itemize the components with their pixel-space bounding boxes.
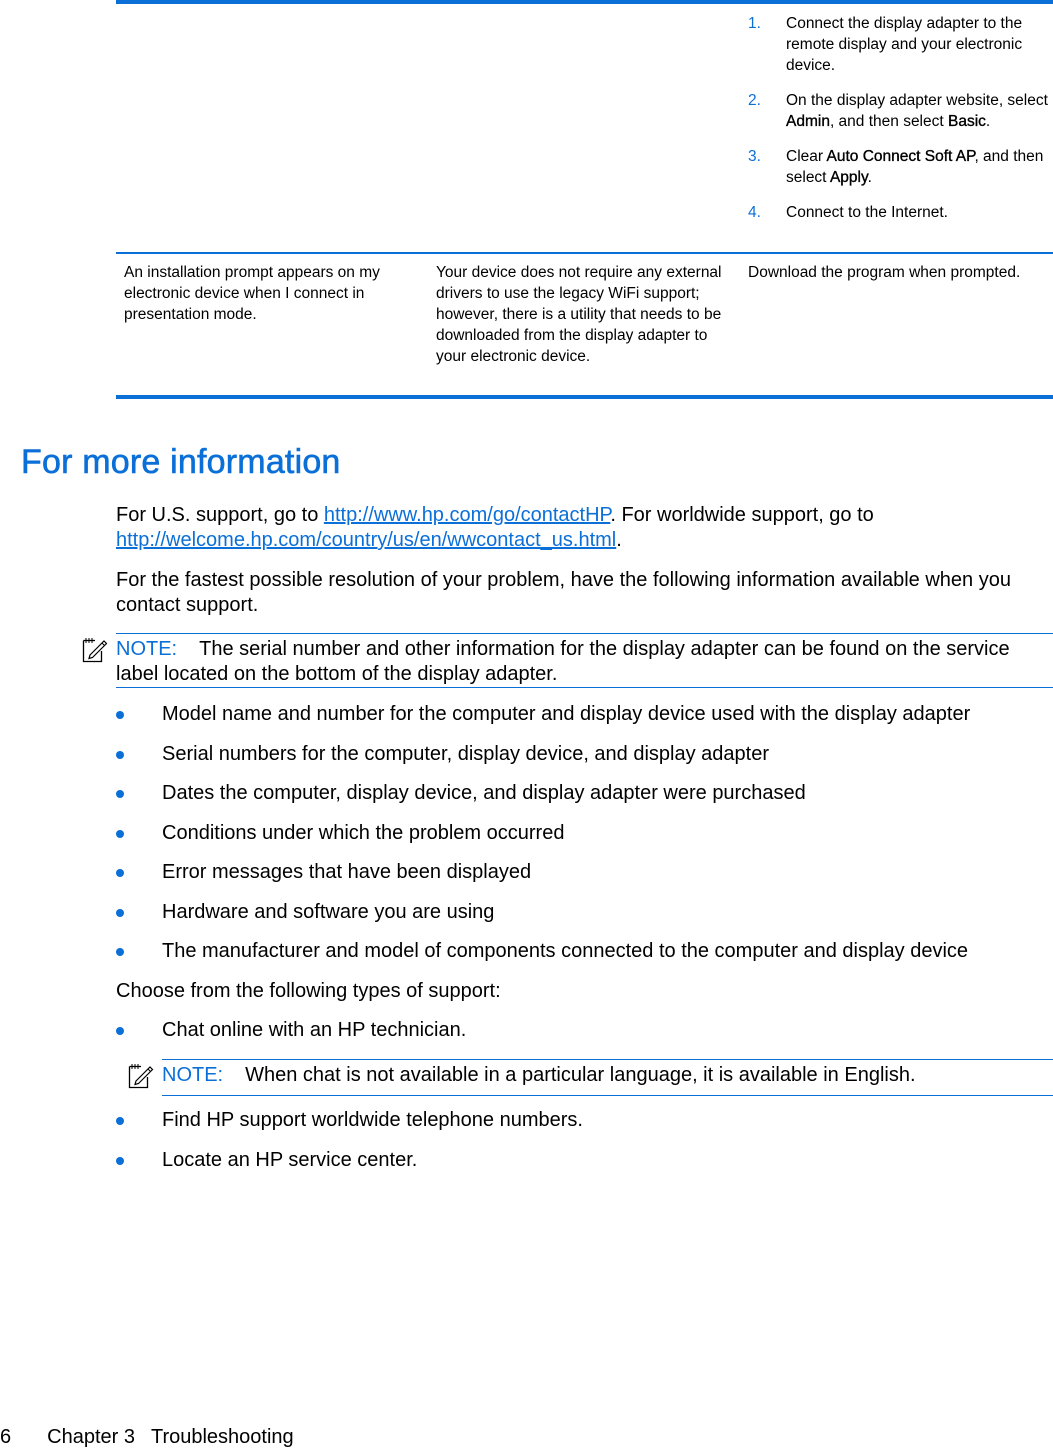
list-item-text: Find HP support worldwide telephone numbers.: [162, 1109, 583, 1131]
info-list: [116, 702, 1053, 979]
bullet-icon: [116, 869, 124, 877]
list-item-text: Chat online with an HP technician.: [162, 1019, 467, 1041]
bullet-icon: [116, 1117, 124, 1125]
step-number: 4.: [748, 204, 761, 221]
list-item: [116, 1108, 1053, 1148]
list-item-text: The manufacturer and model of components connected to the computer and display device: [162, 940, 969, 962]
step-text: , and then select: [786, 148, 1044, 186]
ww-support-end: .: [616, 529, 622, 551]
solution-step: [748, 90, 1053, 132]
list-item: [116, 821, 1053, 861]
table-top-rule: [116, 0, 1053, 4]
us-support-prefix: For U.S. support, go to: [116, 504, 324, 526]
table-bottom-rule: [116, 395, 1053, 399]
table-cell-solution: Download the program when prompted.: [748, 264, 1021, 281]
step-number: 2.: [748, 92, 761, 109]
list-item-text: Conditions under which the problem occurred: [162, 821, 565, 844]
list-item-text: Model name and number for the computer and display device used with the display adapter: [162, 703, 971, 725]
us-support-link[interactable]: http://www.hp.com/go/contactHP: [323, 504, 611, 526]
chapter-title: Troubleshooting: [150, 1426, 294, 1448]
list-item: [116, 781, 1053, 821]
list-item: [116, 900, 1053, 940]
ui-term: Auto Connect Soft AP: [826, 148, 975, 165]
step-text: On the display adapter website, select: [786, 92, 1048, 109]
bullet-icon: [116, 711, 124, 719]
note-text: The serial number and other information for the display adapter can be found on the service label located on the bottom of the display adapter.: [116, 638, 1010, 685]
bullet-icon: [116, 1157, 124, 1165]
support-links-paragraph: [116, 503, 1053, 553]
list-item: [116, 742, 1053, 782]
solution-step: [748, 146, 1053, 188]
solution-steps-list: [748, 13, 1053, 223]
list-item-text: Error messages that have been displayed: [162, 861, 532, 883]
step-text: Connect the display adapter to the remote display and your electronic device.: [786, 15, 1023, 74]
table-cell-problem: An installation prompt appears on my electronic device when I connect in presentation mode.: [124, 264, 380, 323]
step-text: , and then select: [829, 113, 948, 130]
ui-term: Basic: [948, 113, 986, 130]
list-item: [116, 1148, 1053, 1188]
bullet-icon: [116, 751, 124, 759]
page-footer: [0, 1425, 294, 1450]
support-list-2: [116, 1108, 1053, 1187]
bullet-icon: [116, 1027, 124, 1035]
support-list-1: [116, 1018, 1053, 1058]
solution-step: [748, 202, 1053, 223]
list-item-text: Locate an HP service center.: [162, 1148, 418, 1171]
note-label: NOTE:: [162, 1064, 224, 1086]
note-text: When chat is not available in a particular language, it is available in English.: [245, 1064, 916, 1086]
list-item: [116, 702, 1053, 742]
page-number: 6: [0, 1426, 12, 1448]
chapter-label: Chapter 3: [47, 1426, 135, 1448]
note-box: [116, 633, 1053, 688]
section-title: For more information: [21, 443, 341, 481]
bullet-icon: [116, 790, 124, 798]
list-item: [116, 1018, 1053, 1058]
step-text: Connect to the Internet.: [786, 204, 948, 221]
step-number: 3.: [748, 148, 761, 165]
solution-step: [748, 13, 1053, 76]
note-icon: [82, 637, 108, 663]
note-label: NOTE:: [116, 638, 178, 660]
bullet-icon: [116, 830, 124, 838]
list-item-text: Serial numbers for the computer, display device, and display adapter: [162, 742, 770, 765]
ui-term: Apply: [829, 169, 868, 186]
ww-support-text: . For worldwide support, go to: [610, 504, 874, 526]
list-item: [116, 860, 1053, 900]
note-icon: [128, 1063, 154, 1089]
step-text: .: [867, 169, 872, 186]
list-item: [116, 939, 1053, 979]
ui-term: Admin: [786, 113, 830, 130]
bullet-icon: [116, 909, 124, 917]
step-text: .: [985, 113, 991, 130]
table-row-divider: [116, 252, 1053, 254]
ww-support-link[interactable]: http://welcome.hp.com/country/us/en/wwcontact_us.html: [116, 529, 617, 551]
list-item-text: Hardware and software you are using: [162, 900, 495, 923]
note-box: [162, 1059, 1053, 1096]
table-cell-cause: Your device does not require any external drivers to use the legacy WiFi support; however, there is a utility that needs to be downloaded from the display adapter to your electronic device.: [436, 264, 722, 365]
intro-paragraph: For the fastest possible resolution of your problem, have the following information available when you contact support.: [116, 569, 1011, 616]
list-item-text: Dates the computer, display device, and display adapter were purchased: [162, 782, 806, 804]
step-text: Clear: [786, 148, 827, 165]
support-types-intro: Choose from the following types of support:: [116, 980, 501, 1002]
step-number: 1.: [748, 15, 761, 32]
bullet-icon: [116, 948, 124, 956]
